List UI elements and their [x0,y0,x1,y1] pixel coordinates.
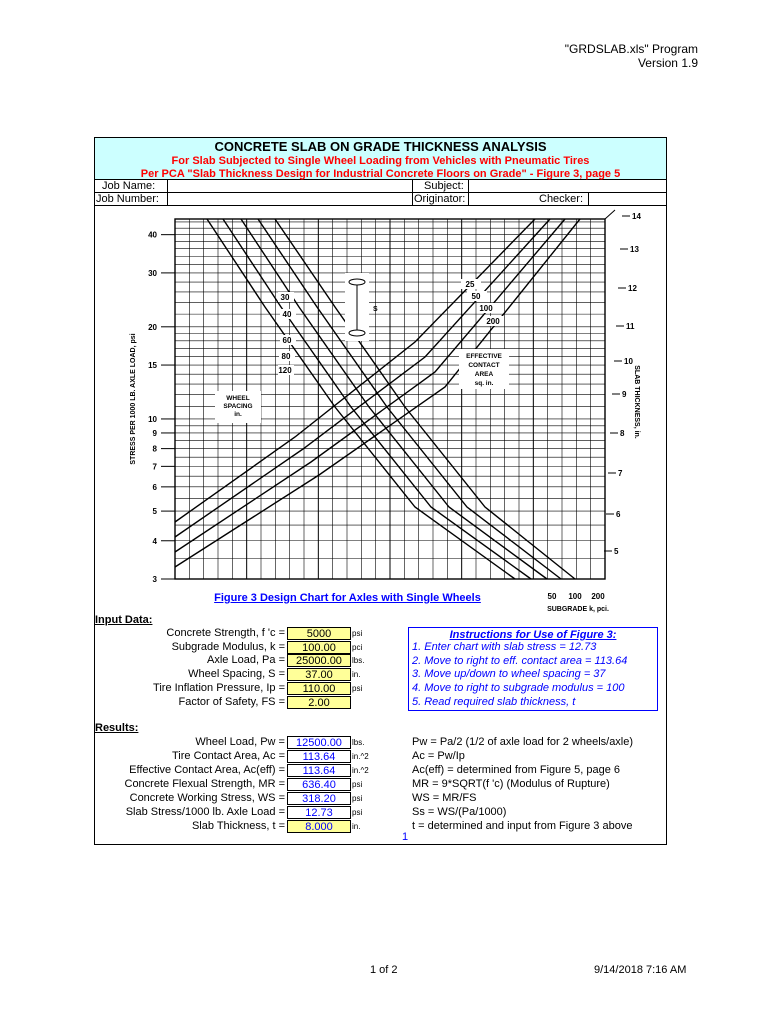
contact-area-label: sq. in. [474,380,494,387]
footnote-marker: 1 [402,831,409,843]
subgrade-axis-title: SUBGRADE k, pci. [547,606,609,613]
checker-label: Checker: [539,193,584,205]
result-formula: Ss = WS/(Pa/1000) [412,806,507,818]
instruction-item: 4. Move to right to subgrade modulus = 100 [412,682,625,695]
wheel-spacing-value: 30 [280,293,290,302]
result-formula: Ac = Pw/Ip [412,750,465,762]
instruction-item: 1. Enter chart with slab stress = 12.73 [412,641,597,653]
thickness-axis-title: SLAB THICKNESS, in. [633,365,640,439]
y-tick-label: 6 [152,482,157,492]
result-unit: in.^2 [352,766,369,775]
thickness-tick-label: 13 [630,245,639,254]
program-name: "GRDSLAB.xls" Program [564,42,698,56]
wheel-spacing-label: SPACING [223,403,253,410]
instruction-item: 5. Read required slab thickness, t [412,695,576,708]
wheel-spacing-label: in. [234,411,242,418]
instructions-box [408,627,658,711]
result-value: 636.40 [287,778,351,791]
y-tick-label: 3 [152,575,157,584]
thickness-tick-label: 11 [626,322,635,331]
job-name-label: Job Name: [102,180,156,192]
result-unit: psi [352,794,363,803]
y-tick-label: 15 [148,361,157,371]
results-heading: Results: [95,722,139,734]
result-unit: in.^2 [352,752,369,761]
input-value-field[interactable]: 5000 [287,627,351,640]
y-tick-label: 20 [148,322,157,332]
sheet-subtitle-2: Per PCA "Slab Thickness Design for Industrial Concrete Floors on Grade" - Figure 3, page 5 [140,168,621,180]
input-label: Factor of Safety, FS = [178,696,285,708]
result-unit: in. [352,822,361,831]
job-name-field[interactable] [167,180,413,192]
instruction-item: 3. Move up/down to wheel spacing = 37 [412,668,606,681]
thickness-scale-line [605,210,615,219]
y-tick-label: 10 [148,414,157,424]
checker-field[interactable] [588,193,667,205]
subgrade-tick-label: 200 [591,592,605,601]
thickness-tick-label: 7 [618,469,623,478]
page-number: 1 of 2 [370,964,398,976]
input-value-field[interactable]: 25000.00 [287,654,351,667]
result-value: 318.20 [287,792,351,805]
wheel-spacing-value: 60 [282,336,292,345]
thickness-tick-label: 8 [620,429,625,438]
result-label: Slab Stress/1000 lb. Axle Load = [125,806,285,818]
instructions-list [409,641,657,710]
result-unit: psi [352,808,363,817]
result-value: 113.64 [287,764,351,777]
y-tick-label: 9 [152,428,157,438]
thickness-tick-label: 5 [614,547,619,556]
wheel-spacing-value: 120 [278,366,292,375]
result-label: Slab Thickness, t = [191,820,285,832]
subject-label: Subject: [424,180,464,192]
chart-caption: Figure 3 Design Chart for Axles with Single Wheels [214,592,481,604]
result-label: Concrete Flexual Strength, MR = [124,778,285,790]
program-header [565,42,698,70]
sheet-subtitle-1: For Slab Subjected to Single Wheel Loading from Vehicles with Pneumatic Tires [171,155,590,167]
thickness-tick-label: 10 [624,357,633,366]
result-label: Concrete Working Stress, WS = [129,792,285,804]
wheel-spacing-value: 80 [281,352,291,361]
instruction-item: 2. Move to right to eff. contact area = 113.64 [412,654,628,667]
input-unit: pci [352,643,363,652]
result-label: Tire Contact Area, Ac = [171,750,285,762]
contact-area-label: AREA [474,371,494,378]
result-value: 113.64 [287,750,351,763]
input-value-field[interactable]: 100.00 [287,641,351,654]
thickness-tick-label: 12 [628,284,637,293]
contact-area-value: 50 [471,292,481,301]
spacing-symbol-label: S [373,306,378,313]
contact-area-label: CONTACT [468,362,500,369]
thickness-tick-label: 6 [616,510,621,519]
y-tick-label: 40 [148,230,157,240]
design-chart-svg [95,207,666,627]
input-label: Concrete Strength, f 'c = [166,627,285,639]
y-tick-label: 8 [152,444,157,454]
input-label: Tire Inflation Pressure, Ip = [153,682,285,694]
job-row-1 [94,180,667,193]
job-row-2 [94,193,667,206]
y-tick-label: 5 [152,507,157,517]
result-formula: Ac(eff) = determined from Figure 5, page 6 [412,764,620,776]
y-tick-label: 7 [152,462,157,472]
program-version: Version 1.9 [637,56,698,70]
wheel-spacing-value: 40 [282,310,292,319]
input-label: Subgrade Modulus, k = [171,641,285,653]
job-number-label: Job Number: [96,193,159,205]
y-tick-label: 4 [152,536,157,546]
input-unit: in. [352,670,361,679]
title-block [94,137,667,180]
result-formula: WS = MR/FS [412,792,477,804]
result-value: 12.73 [287,806,351,819]
result-value: 8.000 [287,820,351,833]
input-value-field[interactable]: 110.00 [287,682,351,695]
result-label: Effective Contact Area, Ac(eff) = [129,764,285,776]
input-data-heading: Input Data: [95,614,153,626]
result-formula: Pw = Pa/2 (1/2 of axle load for 2 wheels/axle) [412,736,634,748]
design-chart [95,207,666,627]
input-unit: psi [352,684,363,693]
result-unit: lbs. [352,738,365,747]
job-number-field[interactable] [167,193,413,205]
sheet-title: CONCRETE SLAB ON GRADE THICKNESS ANALYSIS [214,139,547,154]
thickness-tick-label: 14 [632,212,641,221]
input-label: Axle Load, Pa = [207,654,285,666]
result-formula: MR = 9*SQRT(f 'c) (Modulus of Rupture) [412,778,610,790]
input-unit: lbs. [352,656,365,665]
y-axis-title: STRESS PER 1000 LB. AXLE LOAD, psi [130,333,137,465]
y-tick-label: 30 [148,268,157,278]
contact-area-value: 100 [479,304,493,313]
result-formula: t = determined and input from Figure 3 above [412,820,633,832]
contact-area-label: EFFECTIVE [466,353,502,360]
instructions-heading: Instructions for Use of Figure 3: [449,629,617,641]
originator-label: Originator: [414,193,466,205]
result-unit: psi [352,780,363,789]
subgrade-tick-label: 50 [547,592,557,601]
result-value: 12500.00 [287,736,351,749]
input-value-field[interactable]: 37.00 [287,668,351,681]
print-datetime: 9/14/2018 7:16 AM [594,964,687,976]
thickness-tick-label: 9 [622,390,627,399]
originator-field[interactable] [468,193,537,205]
input-label: Wheel Spacing, S = [188,668,285,680]
result-label: Wheel Load, Pw = [195,736,285,748]
contact-area-value: 25 [465,280,475,289]
wheel-spacing-label: WHEEL [226,395,250,402]
contact-area-value: 200 [486,317,500,326]
subgrade-tick-label: 100 [568,592,582,601]
input-unit: psi [352,629,363,638]
input-value-field[interactable]: 2.00 [287,696,351,709]
subject-field[interactable] [468,180,667,192]
